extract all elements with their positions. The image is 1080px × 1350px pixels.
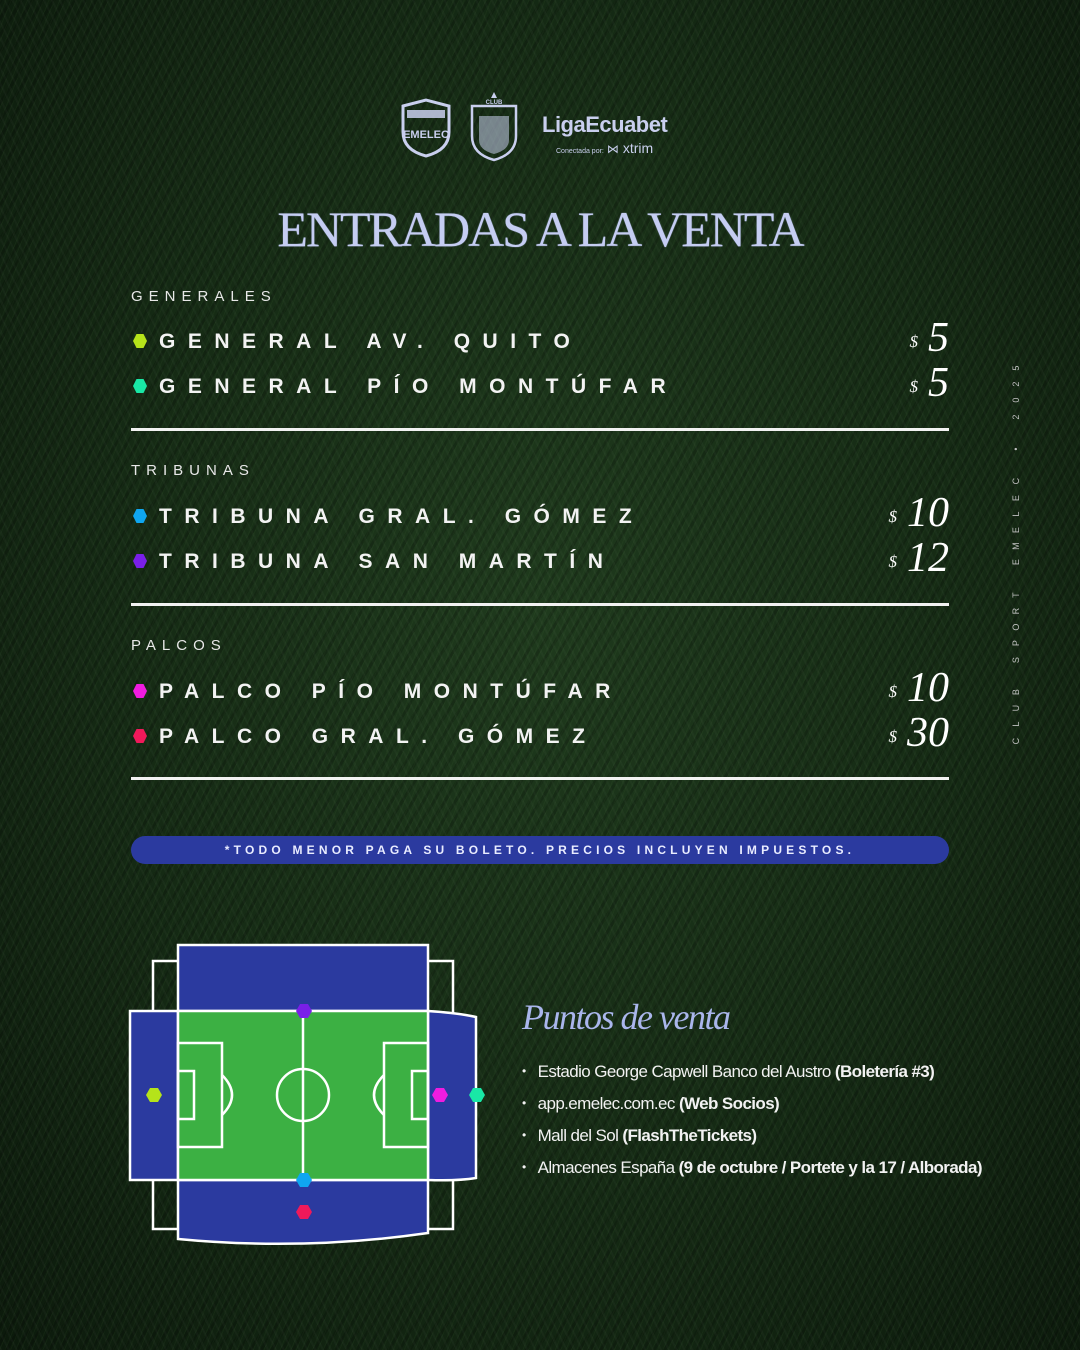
ticket-row — [131, 360, 949, 407]
logo-bar — [0, 92, 1080, 164]
club-crest-icon — [467, 92, 521, 162]
ticket-price: $ 12 — [888, 535, 949, 581]
zone-dot-icon — [133, 379, 147, 393]
ticket-price: $ 10 — [888, 490, 949, 536]
section-generales — [131, 288, 949, 406]
list-item: • app.emelec.com.ec (Web Socios) — [522, 1090, 982, 1122]
club-crest-text: CLUB — [485, 100, 503, 106]
list-item: • Almacenes España (9 de octubre / Portete y la 17 / Alborada) — [522, 1154, 982, 1186]
zone-dot-icon — [133, 509, 147, 523]
ticket-price: $ 10 — [888, 665, 949, 711]
side-vertical-text: 5 2 0 2 • C E L E M E T R O P S B U L C — [1010, 365, 1021, 745]
divider — [131, 777, 949, 780]
ticket-row — [131, 315, 949, 362]
ticket-price: $ 30 — [888, 710, 949, 756]
list-item: • Estadio George Capwell Banco del Austro (Boletería #3) — [522, 1058, 982, 1090]
sales-points-title: Puntos de venta — [522, 997, 730, 1037]
section-palcos — [131, 637, 949, 756]
page-title: ENTRADAS A LA VENTA — [277, 201, 803, 257]
ticket-row — [131, 535, 949, 582]
sponsor-prefix: Conectada por: — [556, 148, 604, 155]
sales-points-list — [522, 1058, 982, 1186]
sponsor-name: xtrim — [622, 140, 654, 156]
ticket-label: TRIBUNA SAN MARTÍN — [159, 550, 616, 573]
ticket-price: $ 5 — [909, 315, 949, 361]
ticket-label: TRIBUNA GRAL. GÓMEZ — [159, 505, 645, 528]
divider — [131, 428, 949, 431]
bow-icon: ⋈ — [606, 142, 619, 156]
divider — [131, 603, 949, 606]
zone-dot-icon — [133, 729, 147, 743]
notice-banner: *TODO MENOR PAGA SU BOLETO. PRECIOS INCLUYEN IMPUESTOS. — [131, 836, 949, 864]
section-title: TRIBUNAS — [131, 462, 255, 479]
stadium-map — [128, 943, 488, 1248]
ticket-label: GENERAL PÍO MONTÚFAR — [159, 375, 679, 398]
ticket-row — [131, 490, 949, 537]
liga-logo: LigaEcuabet — [542, 112, 668, 137]
stand-top — [178, 945, 428, 1011]
ticket-label: PALCO GRAL. GÓMEZ — [159, 725, 598, 748]
ticket-price: $ 5 — [909, 360, 949, 406]
list-item: • Mall del Sol (FlashTheTickets) — [522, 1122, 982, 1154]
ticket-row — [131, 710, 949, 757]
sponsor-line — [556, 140, 653, 156]
emelec-crest-icon — [399, 98, 453, 158]
zone-dot-icon — [133, 554, 147, 568]
section-tribunas — [131, 462, 949, 581]
zone-dot-icon — [133, 684, 147, 698]
ticket-label: GENERAL AV. QUITO — [159, 330, 583, 353]
zone-dot-icon — [133, 334, 147, 348]
emelec-crest-text: EMELEC — [403, 129, 449, 141]
ticket-row — [131, 665, 949, 712]
section-title: PALCOS — [131, 637, 227, 654]
section-title: GENERALES — [131, 288, 277, 305]
ticket-label: PALCO PÍO MONTÚFAR — [159, 680, 623, 703]
